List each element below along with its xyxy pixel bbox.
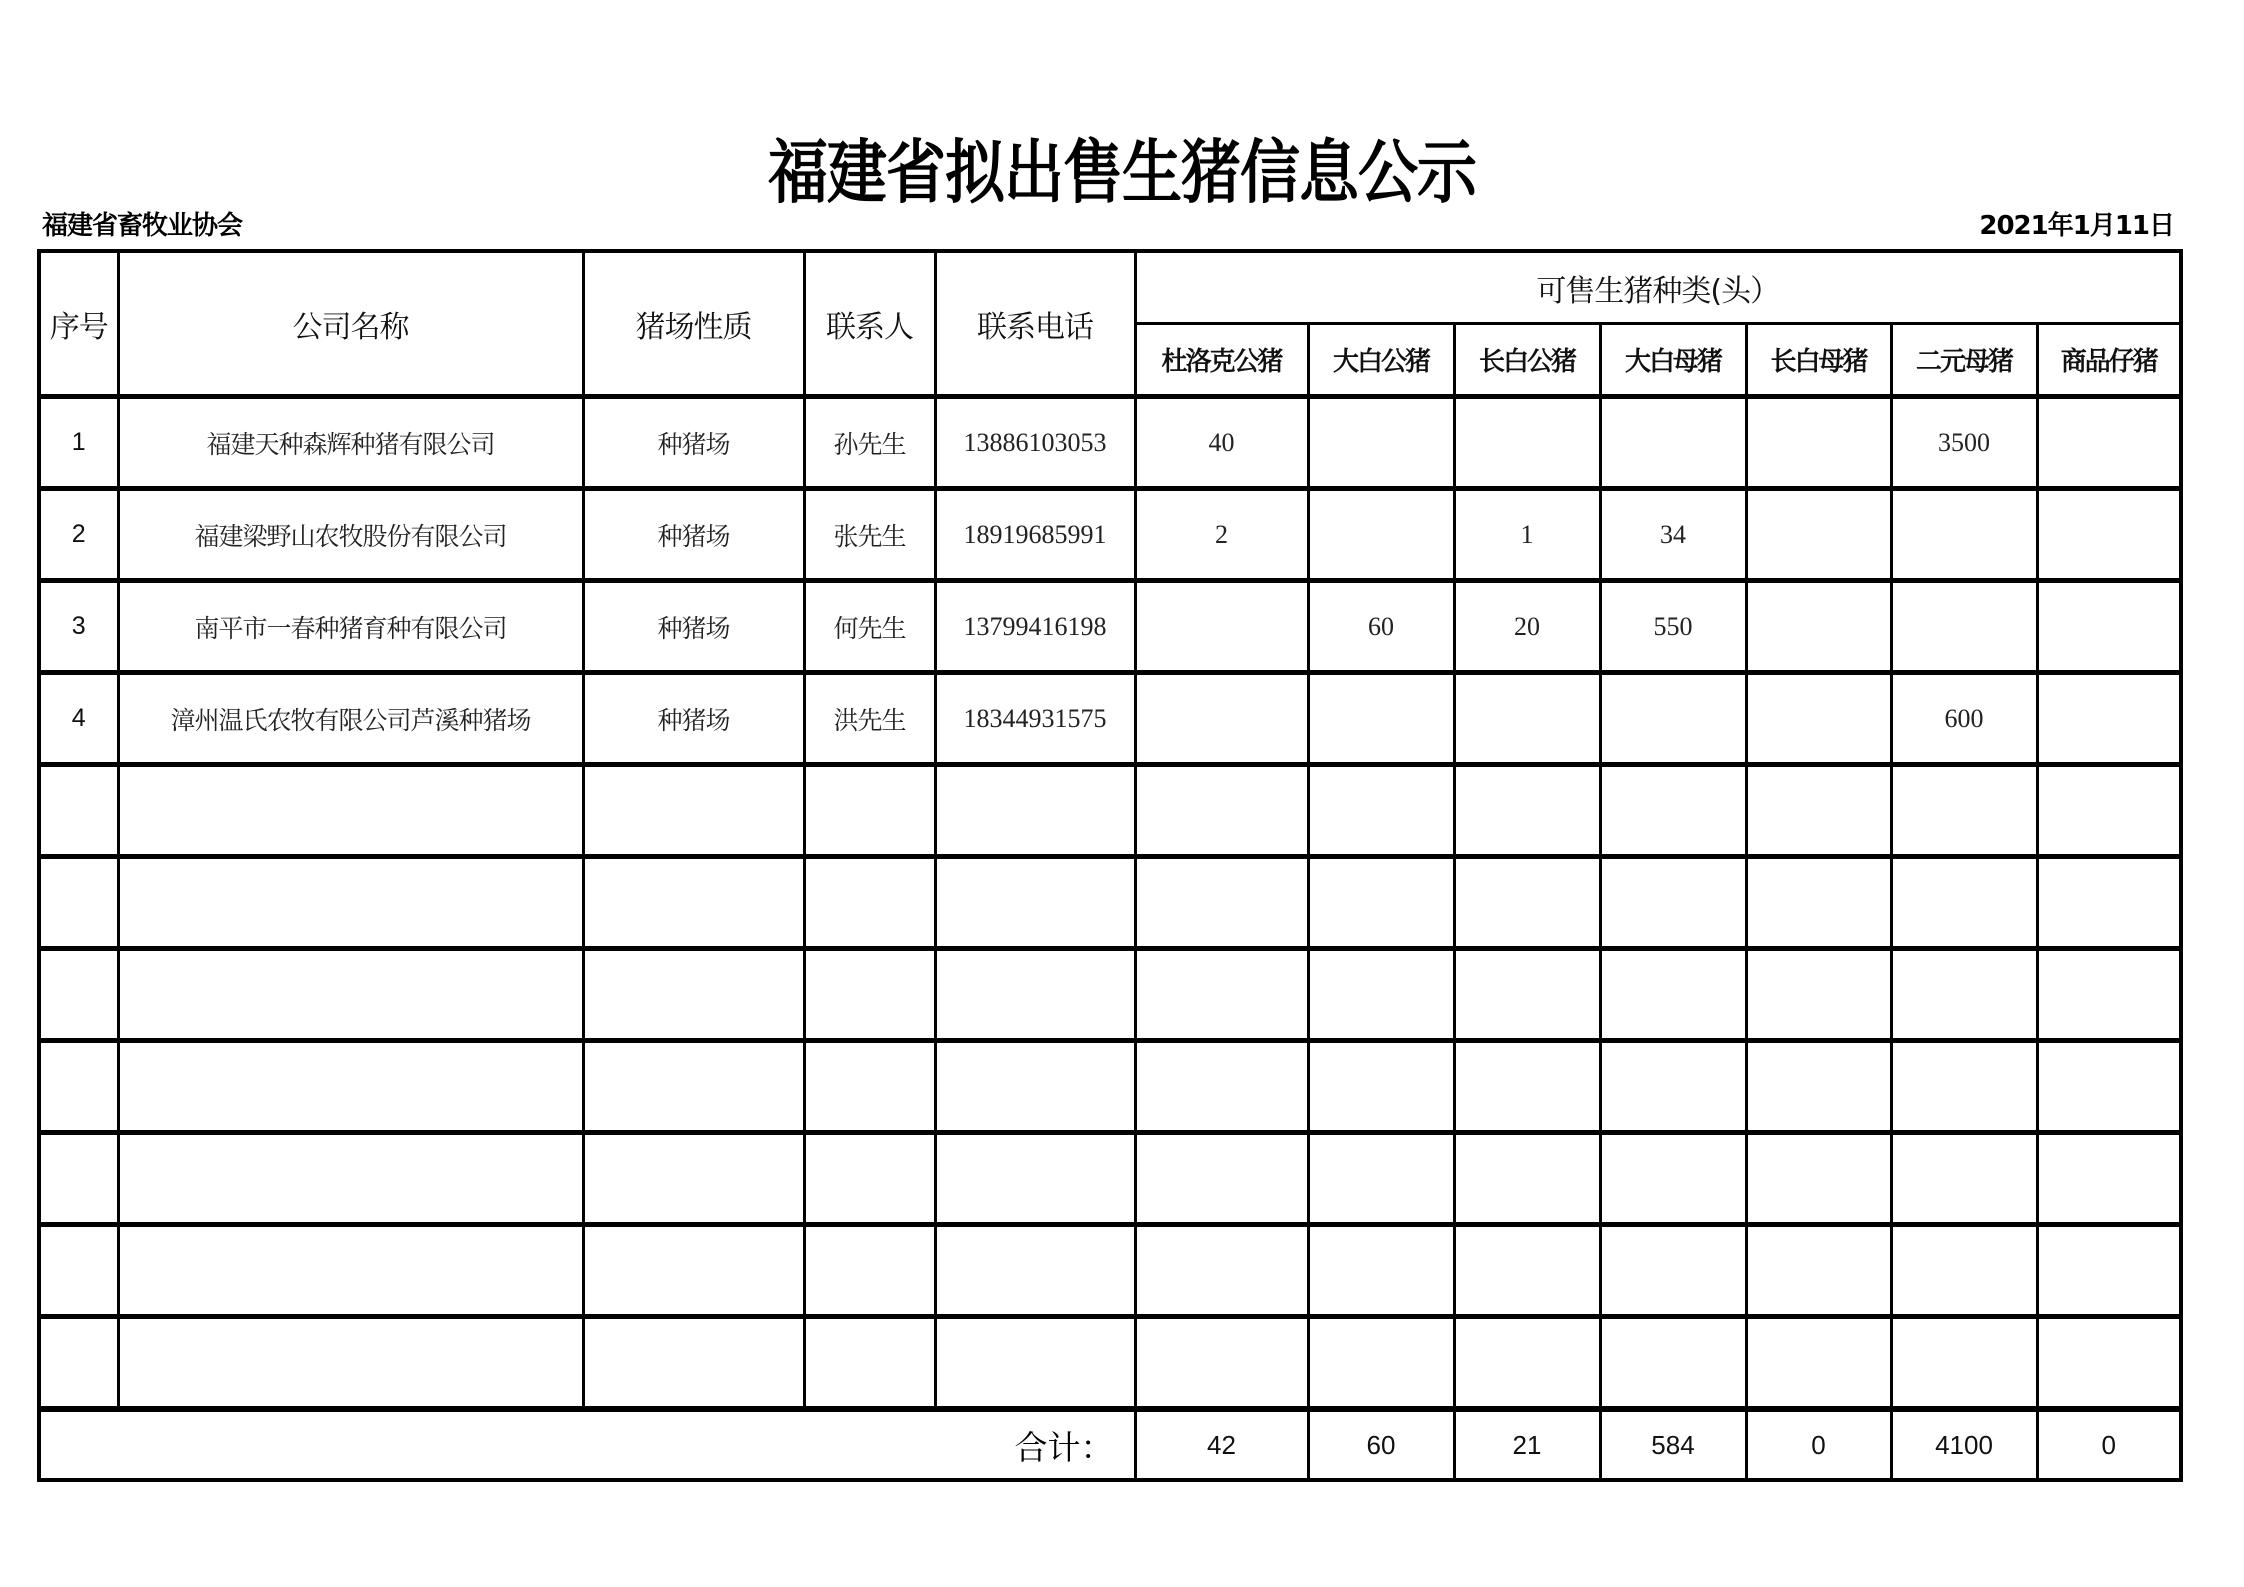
row-phone	[935, 1317, 1135, 1410]
page-title: 福建省拟出售生猪信息公示	[768, 132, 1476, 214]
table-row	[39, 489, 2181, 581]
row-count-cell: 20	[1454, 581, 1600, 673]
row-count-cell	[2037, 1133, 2181, 1225]
row-contact	[804, 765, 935, 857]
header-crossbred-sow: 二元母猪	[1891, 324, 2037, 397]
row-count-cell	[1135, 581, 1308, 673]
row-count-cell	[1308, 857, 1454, 949]
row-count-cell	[1891, 1225, 2037, 1317]
row-phone	[935, 1041, 1135, 1133]
row-index: 3	[39, 581, 118, 673]
pig-sale-table	[37, 249, 2183, 1482]
total-row	[39, 1409, 2181, 1480]
publish-date: 2021年1月11日	[1979, 211, 2174, 241]
row-company-name	[118, 1225, 583, 1317]
row-count-cell	[1454, 1317, 1600, 1410]
table-row	[39, 857, 2181, 949]
header-landrace-boar: 长白公猪	[1454, 324, 1600, 397]
row-count-cell	[1454, 397, 1600, 489]
row-count-cell	[1891, 765, 2037, 857]
total-large-white-sow: 584	[1600, 1409, 1746, 1480]
row-contact: 何先生	[804, 581, 935, 673]
row-farm-type: 种猪场	[583, 581, 804, 673]
row-count-cell	[1600, 673, 1746, 765]
row-company-name: 福建梁野山农牧股份有限公司	[118, 489, 583, 581]
row-index: 4	[39, 673, 118, 765]
row-count-cell: 600	[1891, 673, 2037, 765]
row-count-cell	[1135, 1041, 1308, 1133]
row-farm-type: 种猪场	[583, 397, 804, 489]
row-index: 1	[39, 397, 118, 489]
row-company-name	[118, 1041, 583, 1133]
table-row	[39, 1317, 2181, 1410]
row-farm-type: 种猪场	[583, 673, 804, 765]
total-landrace-sow: 0	[1746, 1409, 1891, 1480]
row-count-cell	[2037, 397, 2181, 489]
row-index	[39, 949, 118, 1041]
row-count-cell	[1891, 1133, 2037, 1225]
row-count-cell	[1308, 1041, 1454, 1133]
row-index	[39, 765, 118, 857]
row-count-cell	[2037, 1317, 2181, 1410]
row-count-cell	[1308, 673, 1454, 765]
row-count-cell	[1135, 765, 1308, 857]
table-row	[39, 1041, 2181, 1133]
row-phone	[935, 857, 1135, 949]
row-count-cell	[2037, 1225, 2181, 1317]
table-row	[39, 1133, 2181, 1225]
row-count-cell: 550	[1600, 581, 1746, 673]
row-count-cell	[2037, 489, 2181, 581]
row-count-cell	[1135, 1225, 1308, 1317]
row-count-cell	[1454, 949, 1600, 1041]
table-row	[39, 1225, 2181, 1317]
row-farm-type: 种猪场	[583, 489, 804, 581]
table-row	[39, 673, 2181, 765]
table-row	[39, 581, 2181, 673]
header-company: 公司名称	[118, 251, 583, 397]
total-landrace-boar: 21	[1454, 1409, 1600, 1480]
row-count-cell	[1746, 489, 1891, 581]
table-row	[39, 949, 2181, 1041]
header-commercial-piglet: 商品仔猪	[2037, 324, 2181, 397]
row-count-cell	[1600, 397, 1746, 489]
row-count-cell	[2037, 857, 2181, 949]
row-count-cell	[1600, 765, 1746, 857]
row-contact	[804, 1317, 935, 1410]
row-contact	[804, 1133, 935, 1225]
row-count-cell	[1454, 1225, 1600, 1317]
row-phone	[935, 1225, 1135, 1317]
row-count-cell	[1746, 1041, 1891, 1133]
row-count-cell	[1746, 949, 1891, 1041]
row-phone	[935, 765, 1135, 857]
row-count-cell	[1891, 1041, 2037, 1133]
row-company-name	[118, 949, 583, 1041]
row-count-cell	[1135, 1133, 1308, 1225]
row-farm-type	[583, 857, 804, 949]
row-count-cell	[1891, 857, 2037, 949]
row-farm-type	[583, 1317, 804, 1410]
row-phone	[935, 1133, 1135, 1225]
row-phone: 13886103053	[935, 397, 1135, 489]
row-count-cell	[1308, 765, 1454, 857]
row-count-cell	[1600, 1041, 1746, 1133]
header-farm-type: 猪场性质	[583, 251, 804, 397]
row-count-cell	[1454, 1041, 1600, 1133]
row-count-cell	[1746, 581, 1891, 673]
row-count-cell: 3500	[1891, 397, 2037, 489]
total-label: 合计：	[39, 1409, 1135, 1480]
total-crossbred-sow: 4100	[1891, 1409, 2037, 1480]
header-large-white-sow: 大白母猪	[1600, 324, 1746, 397]
row-contact: 孙先生	[804, 397, 935, 489]
row-farm-type	[583, 1225, 804, 1317]
row-company-name	[118, 1133, 583, 1225]
row-index	[39, 1041, 118, 1133]
row-company-name: 南平市一春种猪育种有限公司	[118, 581, 583, 673]
row-count-cell	[1135, 673, 1308, 765]
row-count-cell: 2	[1135, 489, 1308, 581]
row-count-cell	[1135, 1317, 1308, 1410]
row-company-name	[118, 857, 583, 949]
row-count-cell	[1454, 765, 1600, 857]
row-farm-type	[583, 765, 804, 857]
header-phone: 联系电话	[935, 251, 1135, 397]
table-row	[39, 397, 2181, 489]
row-contact: 洪先生	[804, 673, 935, 765]
row-contact: 张先生	[804, 489, 935, 581]
row-farm-type	[583, 1133, 804, 1225]
row-count-cell	[1891, 489, 2037, 581]
row-count-cell	[1600, 857, 1746, 949]
organization-label: 福建省畜牧业协会	[42, 211, 243, 241]
row-count-cell	[1891, 1317, 2037, 1410]
row-contact	[804, 857, 935, 949]
row-count-cell: 40	[1135, 397, 1308, 489]
row-count-cell	[1746, 857, 1891, 949]
row-count-cell	[1746, 673, 1891, 765]
row-count-cell	[1746, 1133, 1891, 1225]
row-contact	[804, 949, 935, 1041]
row-count-cell	[1891, 581, 2037, 673]
row-count-cell	[1746, 1225, 1891, 1317]
row-farm-type	[583, 1041, 804, 1133]
row-company-name: 福建天种森辉种猪有限公司	[118, 397, 583, 489]
row-count-cell	[2037, 673, 2181, 765]
row-count-cell	[1308, 949, 1454, 1041]
table-row	[39, 765, 2181, 857]
total-commercial-piglet: 0	[2037, 1409, 2181, 1480]
row-count-cell	[2037, 581, 2181, 673]
row-count-cell	[2037, 949, 2181, 1041]
row-count-cell	[2037, 765, 2181, 857]
row-count-cell	[1308, 1317, 1454, 1410]
row-index	[39, 1133, 118, 1225]
row-count-cell	[1308, 1133, 1454, 1225]
row-index: 2	[39, 489, 118, 581]
row-count-cell	[1600, 1225, 1746, 1317]
row-company-name	[118, 1317, 583, 1410]
row-count-cell	[1746, 1317, 1891, 1410]
row-count-cell	[1454, 857, 1600, 949]
row-phone: 13799416198	[935, 581, 1135, 673]
header-duroc-boar: 杜洛克公猪	[1135, 324, 1308, 397]
header-landrace-sow: 长白母猪	[1746, 324, 1891, 397]
row-contact	[804, 1225, 935, 1317]
row-count-cell	[1308, 397, 1454, 489]
row-phone: 18344931575	[935, 673, 1135, 765]
total-duroc-boar: 42	[1135, 1409, 1308, 1480]
row-phone: 18919685991	[935, 489, 1135, 581]
row-count-cell	[1454, 673, 1600, 765]
row-count-cell	[2037, 1041, 2181, 1133]
row-farm-type	[583, 949, 804, 1041]
row-contact	[804, 1041, 935, 1133]
row-count-cell	[1600, 1317, 1746, 1410]
row-count-cell	[1308, 1225, 1454, 1317]
row-count-cell	[1308, 489, 1454, 581]
header-pig-types-group: 可售生猪种类(头）	[1135, 251, 2181, 324]
row-count-cell	[1746, 765, 1891, 857]
row-count-cell	[1600, 1133, 1746, 1225]
row-company-name: 漳州温氏农牧有限公司芦溪种猪场	[118, 673, 583, 765]
row-index	[39, 1317, 118, 1410]
header-contact: 联系人	[804, 251, 935, 397]
row-count-cell: 1	[1454, 489, 1600, 581]
row-count-cell	[1746, 397, 1891, 489]
row-count-cell	[1891, 949, 2037, 1041]
total-large-white-boar: 60	[1308, 1409, 1454, 1480]
row-count-cell	[1135, 949, 1308, 1041]
row-count-cell	[1454, 1133, 1600, 1225]
row-count-cell	[1600, 949, 1746, 1041]
header-large-white-boar: 大白公猪	[1308, 324, 1454, 397]
row-phone	[935, 949, 1135, 1041]
row-count-cell: 60	[1308, 581, 1454, 673]
row-index	[39, 1225, 118, 1317]
row-company-name	[118, 765, 583, 857]
row-count-cell: 34	[1600, 489, 1746, 581]
header-index: 序号	[39, 251, 118, 397]
header-row-group	[39, 251, 2181, 324]
row-index	[39, 857, 118, 949]
row-count-cell	[1135, 857, 1308, 949]
